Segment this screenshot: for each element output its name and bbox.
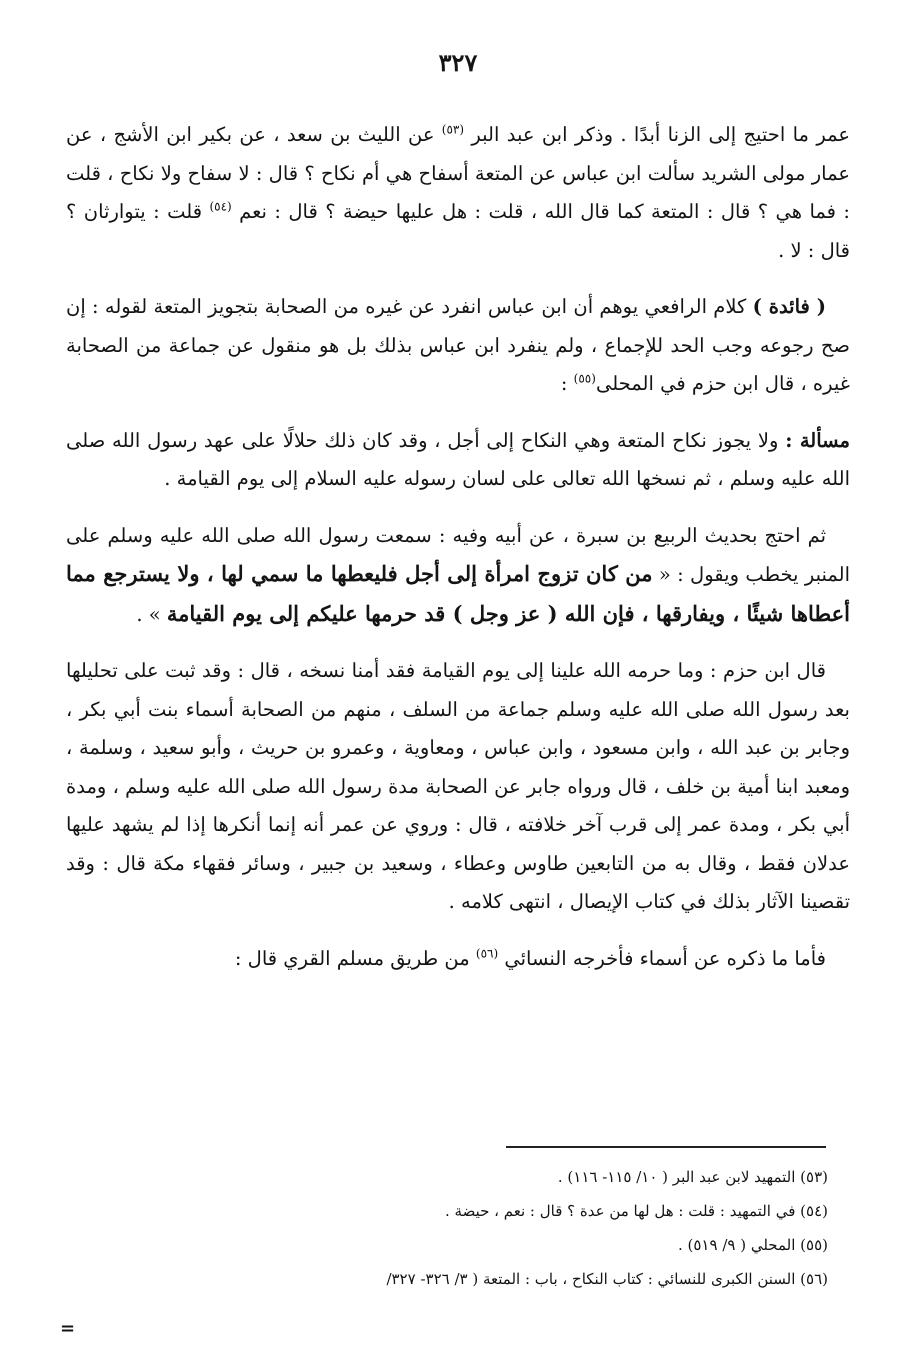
footnote-separator bbox=[506, 1146, 826, 1148]
paragraph-3 bbox=[66, 422, 850, 499]
paragraph-1 bbox=[66, 116, 850, 270]
paragraph-6 bbox=[66, 940, 850, 979]
text-run: كلام الرافعي يوهم أن ابن عباس انفرد عن غيره من الصحابة بتجويز المتعة لقوله : إن صح رجوعه وجب الحد للإجماع ، ولم ينفرد ابن عباس بذلك بل هو منقول عن جماعة من الصحابة غيره ، قال ابن حزم في المحلى bbox=[66, 295, 850, 395]
footnote-54: (٥٤) في التمهيد : قلت : هل لها من عدة ؟ قال : نعم ، حيضة . bbox=[445, 1202, 828, 1220]
text-run: : bbox=[560, 372, 574, 395]
footnote-55: (٥٥) المحلي ( ٩/ ٥١٩) . bbox=[677, 1236, 828, 1254]
footnote-ref-53: (٥٣) bbox=[441, 122, 465, 137]
text-run: ثم احتج بحديث الربيع بن سبرة ، عن أبيه وفيه : سمعت رسول الله صلى الله عليه وسلم على المنبر يخطب ويقول : « bbox=[66, 523, 850, 586]
text-run: فأما ما ذكره عن أسماء فأخرجه النسائي bbox=[498, 946, 826, 970]
masala-label: مسألة : bbox=[785, 428, 850, 452]
page-number: ٣٢٧ bbox=[438, 48, 478, 77]
paragraph-5 bbox=[66, 652, 850, 922]
footnote-ref-56: (٥٦) bbox=[475, 946, 499, 960]
paragraph-2 bbox=[66, 288, 850, 404]
text-run: » . bbox=[136, 602, 167, 626]
text-run: ولا يجوز نكاح المتعة وهي النكاح إلى أجل ، وقد كان ذلك حلالًا على عهد رسول الله صلى الله عليه وسلم ، ثم نسخها الله تعالى على لسان رسوله عليه السلام إلى يوم القيامة . bbox=[66, 428, 850, 490]
faida-label: ( فائدة ) bbox=[752, 295, 826, 318]
footnote-56: (٥٦) السنن الكبرى للنسائي : كتاب النكاح ، باب : المتعة ( ٣/ ٣٢٦- ٣٢٧/ bbox=[386, 1270, 828, 1288]
text-run: من طريق مسلم القري قال : bbox=[234, 946, 476, 970]
main-text bbox=[66, 116, 850, 996]
text-run: عمر ما احتيج إلى الزنا أبدًا . وذكر ابن عبد البر bbox=[464, 123, 850, 146]
paragraph-4 bbox=[66, 517, 850, 635]
footnote-53: (٥٣) التمهيد لابن عبد البر ( ١٠/ ١١٥- ١١٦) . bbox=[557, 1168, 828, 1186]
footnote-ref-54: (٥٤) bbox=[209, 199, 232, 214]
text-run: عن الليث بن سعد ، عن بكير ابن الأشج ، عن عمار مولى الشريد سألت ابن عباس عن المتعة أسفاح هي أم نكاح ؟ قال : لا سفاح ولا نكاح ، قلت : فما هي ؟ قال : المتعة كما قال الله ، قلت : هل عليها حيضة ؟ قال : نعم bbox=[66, 123, 850, 223]
text-run: قلت : يتوارثان ؟ قال : لا . bbox=[66, 200, 850, 262]
footnote-ref-55: (٥٥) bbox=[573, 371, 596, 386]
text-run: قال ابن حزم : وما حرمه الله علينا إلى يوم القيامة فقد أمنا نسخه ، قال : وقد ثبت على تحليلها بعد رسول الله صلى الله عليه وسلم جماعة من السلف ، منهم من الصحابة أسماء بنت أبي بكر ، وجابر بن عبد الله ، وابن مسعود ، وابن عباس ، ومعاوية ، وعمرو بن حريث ، وأبو سعيد ، وسلمة ، ومعبد ابنا أمية بن خلف ، قال ورواه جابر عن الصحابة مدة رسول الله صلى الله عليه وسلم ، ومدة أبي بكر ، ومدة عمر إلى قرب آخر خلافته ، قال : وروي عن عمر أنه إنما أنكرها إذا لم يشهد عليها عدلان فقط ، وقال به من التابعين طاوس وعطاء ، وسعيد بن جبير ، وسائر فقهاء مكة قال : وقد تقصينا الآثار بذلك في كتاب الإيصال ، انتهى كلامه . bbox=[66, 659, 850, 913]
hadith-quote: من كان تزوج امرأة إلى أجل فليعطها ما سمي لها ، ولا يسترجع مما أعطاها شيئًا ، ويفارقها ، فإن الله ( عز وجل ) قد حرمها عليكم إلى يوم القيامة bbox=[66, 561, 850, 626]
footnotes bbox=[140, 1160, 828, 1296]
continuation-mark: = bbox=[60, 1318, 76, 1339]
